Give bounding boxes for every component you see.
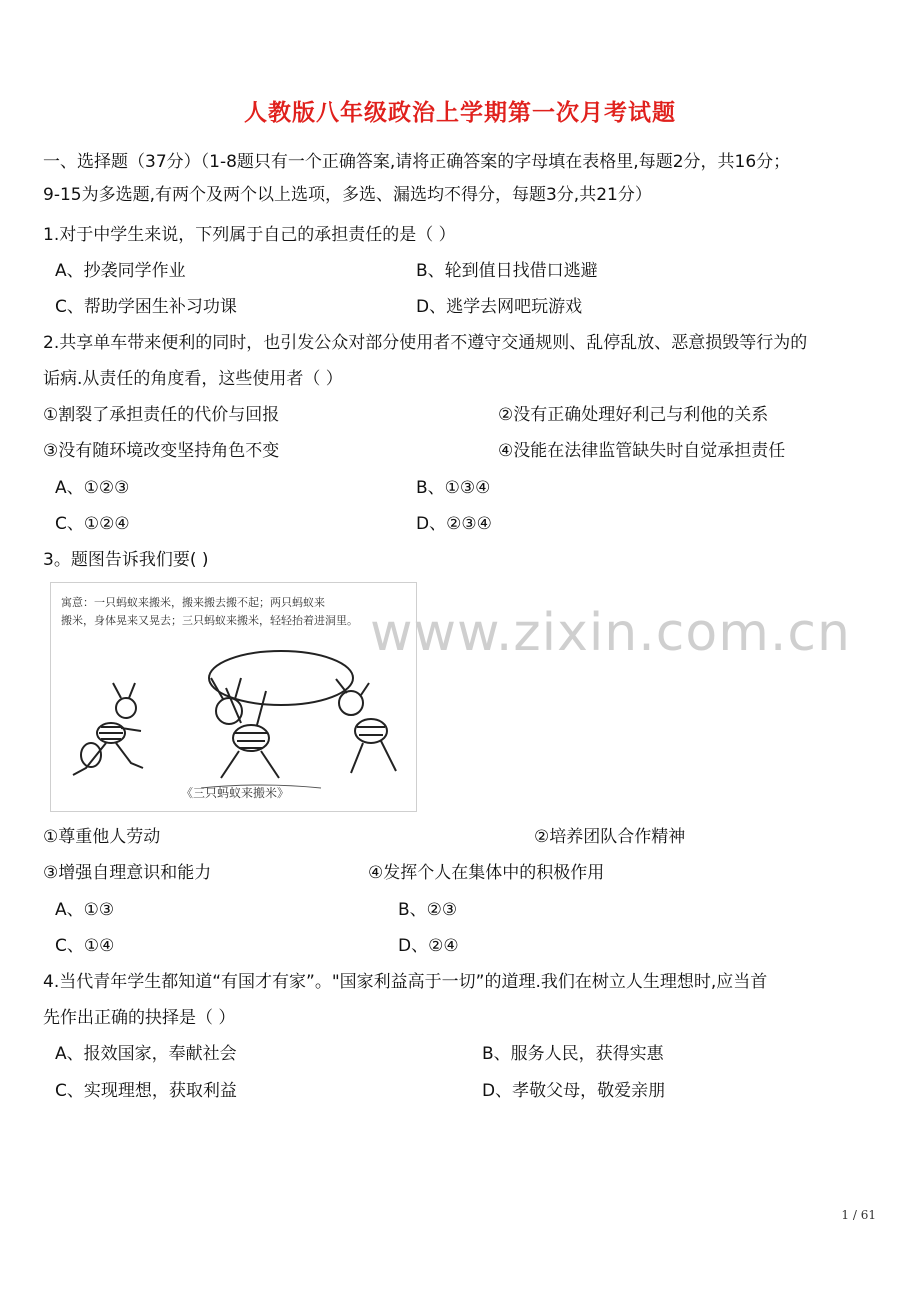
q3-stem: 3。题图告诉我们要( ) — [43, 550, 209, 570]
section-instructions-line1: 一、选择题（37分）（1-8题只有一个正确答案,请将正确答案的字母填在表格里,每题2分，共16分； — [43, 152, 791, 172]
page-number: 1 / 61 — [841, 1208, 876, 1222]
q2-option-d: D、②③④ — [416, 514, 492, 534]
q1-option-c: C、帮助学困生补习功课 — [55, 297, 237, 317]
q1-option-d: D、逃学去网吧玩游戏 — [416, 297, 583, 317]
q4-option-d: D、孝敬父母，敬爱亲朋 — [482, 1081, 666, 1101]
q2-statement-1: ①割裂了承担责任的代价与回报 — [43, 405, 280, 425]
watermark: www.zixin.com.cn — [370, 603, 851, 663]
page-title: 人教版八年级政治上学期第一次月考试题 — [244, 100, 676, 126]
q2-option-c: C、①②④ — [55, 514, 130, 534]
q1-option-b: B、轮到值日找借口逃避 — [416, 261, 598, 281]
q2-statement-2: ②没有正确处理好利己与利他的关系 — [498, 405, 769, 425]
q3-statement-1: ①尊重他人劳动 — [43, 827, 161, 847]
ant-cartoon-figure — [50, 582, 417, 812]
q3-option-b: B、②③ — [398, 900, 458, 920]
q3-option-d: D、②④ — [398, 936, 459, 956]
figure-caption-line1: 寓意：一只蚂蚁来搬米，搬来搬去搬不起；两只蚂蚁来 — [61, 596, 325, 609]
q2-statement-3: ③没有随环境改变坚持角色不变 — [43, 441, 280, 461]
q4-stem-line1: 4.当代青年学生都知道“有国才有家”。"国家利益高于一切”的道理.我们在树立人生理想时,应当首 — [43, 972, 768, 992]
q2-option-a: A、①②③ — [55, 478, 130, 498]
q3-statement-3: ③增强自理意识和能力 — [43, 863, 212, 883]
figure-title: 《三只蚂蚁来搬米》 — [181, 786, 290, 800]
ants-carrying-rice-illustration — [51, 583, 416, 811]
q3-statement-4: ④发挥个人在集体中的积极作用 — [368, 863, 605, 883]
q2-stem-line1: 2.共享单车带来便利的同时，也引发公众对部分使用者不遵守交通规则、乱停乱放、恶意损毁等行为的 — [43, 333, 808, 353]
q1-option-a: A、抄袭同学作业 — [55, 261, 186, 281]
q4-stem-line2: 先作出正确的抉择是（ ） — [43, 1008, 236, 1028]
q3-statement-2: ②培养团队合作精神 — [534, 827, 686, 847]
q2-statement-4: ④没能在法律监管缺失时自觉承担责任 — [498, 441, 786, 461]
q2-stem-line2: 诟病.从责任的角度看，这些使用者（ ） — [43, 369, 343, 389]
q4-option-c: C、实现理想，获取利益 — [55, 1081, 237, 1101]
q4-option-a: A、报效国家，奉献社会 — [55, 1044, 237, 1064]
q3-option-c: C、①④ — [55, 936, 115, 956]
q1-stem: 1.对于中学生来说，下列属于自己的承担责任的是（ ） — [43, 225, 456, 245]
figure-caption-line2: 搬米，身体晃来又晃去；三只蚂蚁来搬米，轻轻抬着进洞里。 — [61, 614, 358, 627]
q4-option-b: B、服务人民，获得实惠 — [482, 1044, 664, 1064]
q3-option-a: A、①③ — [55, 900, 115, 920]
q2-option-b: B、①③④ — [416, 478, 491, 498]
section-instructions-line2: 9-15为多选题,有两个及两个以上选项，多选、漏选均不得分，每题3分,共21分） — [43, 185, 652, 205]
